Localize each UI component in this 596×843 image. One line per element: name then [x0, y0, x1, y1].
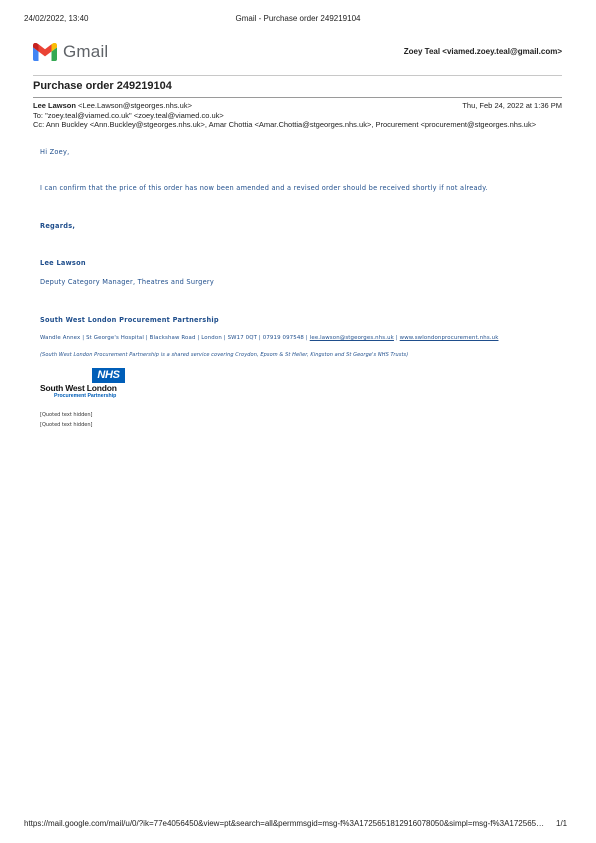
print-url: https://mail.google.com/mail/u/0/?ik=77e4056450&view=pt&search=all&permmsgid=msg-f%3A1725651812916078050&simpl=msg-f%3A172565…	[24, 819, 545, 828]
logo-region-text: South West London	[40, 383, 117, 393]
print-title: Gmail - Purchase order 249219104	[235, 14, 361, 23]
sender-address: <Lee.Lawson@stgeorges.nhs.uk>	[75, 101, 192, 110]
email-link[interactable]: lee.lawson@stgeorges.nhs.uk	[309, 335, 394, 341]
sender-line	[33, 101, 192, 110]
account-info: Zoey Teal <viamed.zoey.teal@gmail.com>	[403, 47, 562, 56]
recipient-line: To: "zoey.teal@viamed.co.uk" <zoey.teal@viamed.co.uk>	[33, 111, 224, 120]
signature-title: Deputy Category Manager, Theatres and Surgery	[40, 278, 215, 286]
cc-line: Cc: Ann Buckley <Ann.Buckley@stgeorges.nhs.uk>, Amar Chottia <Amar.Chottia@stgeorges.nhs.uk>, Procurement <procurement@stgeorges.nhs.uk>	[33, 120, 537, 129]
quoted-text-toggle[interactable]: [Quoted text hidden]	[40, 422, 93, 428]
subject-divider	[33, 97, 562, 98]
gmail-logo[interactable]	[33, 42, 108, 62]
nhs-badge: NHS	[92, 368, 125, 383]
link-separator: |	[393, 335, 400, 341]
email-subject: Purchase order 249219104	[33, 80, 172, 92]
header-divider	[33, 75, 562, 76]
print-datetime: 24/02/2022, 13:40	[24, 14, 89, 23]
partnership-description: (South West London Procurement Partnership is a shared service covering Croydon, Epsom & St Helier, Kingston and St George's NHS Trusts)	[40, 352, 409, 358]
signature-name: Lee Lawson	[40, 259, 86, 267]
sender-name: Lee Lawson	[33, 101, 76, 110]
gmail-wordmark: Gmail	[63, 42, 109, 61]
gmail-m-icon	[33, 43, 57, 61]
sign-off-text: Regards,	[40, 222, 76, 230]
greeting-text: Hi Zoey,	[40, 148, 70, 156]
nhs-logo	[40, 368, 130, 402]
message-text: I can confirm that the price of this order has now been amended and a revised order should be received shortly if not already.	[40, 184, 488, 192]
signature-address	[40, 335, 499, 341]
logo-partnership-text: Procurement Partnership	[54, 393, 117, 399]
quoted-text-toggle[interactable]: [Quoted text hidden]	[40, 412, 93, 418]
website-link[interactable]: www.swlondonprocurement.nhs.uk	[399, 335, 499, 341]
message-date: Thu, Feb 24, 2022 at 1:36 PM	[462, 101, 562, 110]
signature-organisation: South West London Procurement Partnership	[40, 316, 219, 324]
print-page-number: 1/1	[556, 819, 568, 828]
address-text: Wandle Annex | St George's Hospital | Blackshaw Road | London | SW17 0QT | 07919 097548 |	[40, 335, 310, 341]
